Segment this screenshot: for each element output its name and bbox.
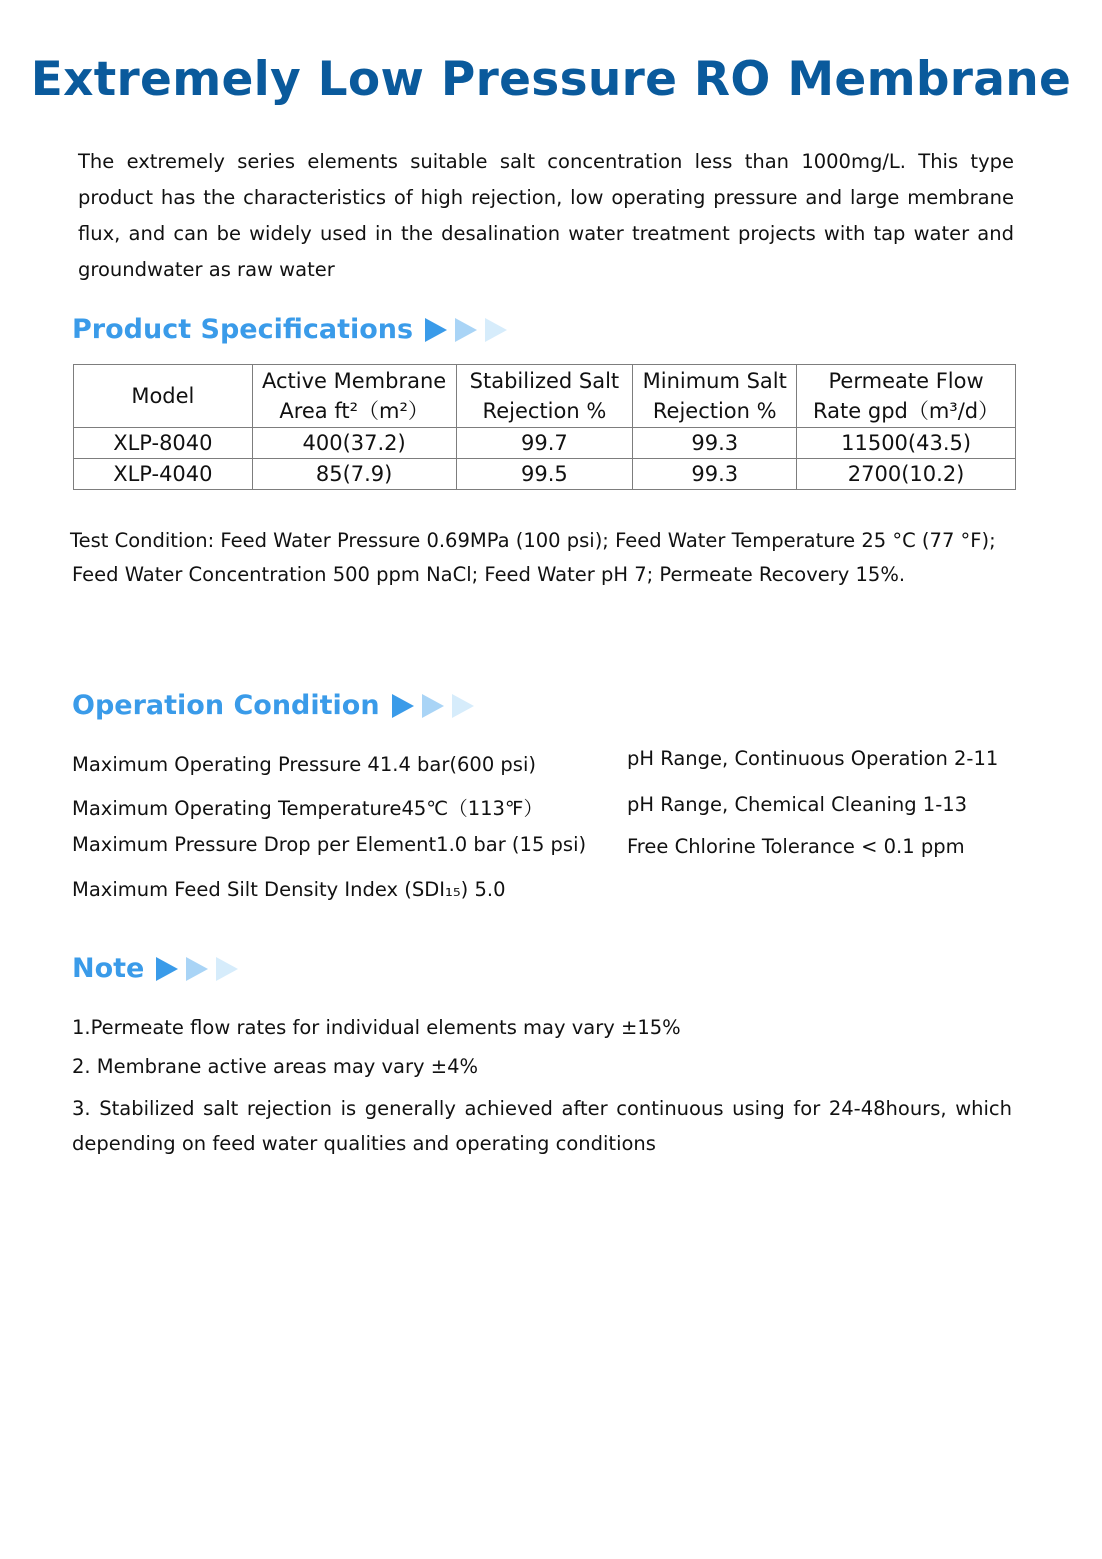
arrow-decoration — [425, 318, 513, 342]
page-title: Extremely Low Pressure RO Membrane — [30, 52, 1072, 107]
cell-minimum: 99.3 — [633, 428, 797, 459]
note-item: 2. Membrane active areas may vary ±4% — [72, 1055, 479, 1078]
header-model: Model — [74, 365, 253, 428]
header-stabilized-line2: Rejection % — [482, 399, 607, 423]
table-row — [74, 428, 1016, 459]
arrow-decoration — [156, 957, 244, 981]
op-max-sdi: Maximum Feed Silt Density Index (SDI₁₅) 5.0 — [72, 878, 506, 901]
intro-paragraph: The extremely series elements suitable salt concentration less than 1000mg/L. This type product has the characteristics of high rejection, low operating pressure and large membrane flux, and can be widely used in the desalination water treatment projects with tap water and groundwater as raw water — [78, 150, 1014, 281]
note-item: 3. Stabilized salt rejection is generally achieved after continuous using for 24-48hours, which depending on feed water qualities and operating conditions — [72, 1097, 1012, 1155]
spec-heading-text: Product Specifications — [72, 314, 414, 345]
header-area — [252, 365, 456, 428]
cell-stabilized: 99.5 — [456, 459, 633, 490]
arrow-right-icon — [422, 694, 444, 718]
arrow-decoration — [392, 694, 480, 718]
header-flow-line2: Rate gpd（m³/d） — [813, 399, 1000, 423]
cell-flow: 2700(10.2) — [797, 459, 1016, 490]
arrow-right-icon — [392, 694, 414, 718]
op-ph-continuous: pH Range, Continuous Operation 2-11 — [627, 747, 999, 770]
arrow-right-icon — [455, 318, 477, 342]
cell-stabilized: 99.7 — [456, 428, 633, 459]
op-max-temperature: Maximum Operating Temperature45℃（113℉） — [72, 797, 543, 820]
note-heading-text: Note — [72, 953, 145, 984]
arrow-right-icon — [425, 318, 447, 342]
header-minimum-line1: Minimum Salt — [642, 369, 787, 393]
header-area-line2: Area ft²（m²） — [279, 399, 429, 423]
operation-heading — [72, 690, 480, 721]
table-row — [74, 459, 1016, 490]
table-header-row — [74, 365, 1016, 428]
arrow-right-icon — [452, 694, 474, 718]
note-heading — [72, 953, 244, 984]
cell-area: 85(7.9) — [252, 459, 456, 490]
cell-flow: 11500(43.5) — [797, 428, 1016, 459]
operation-heading-text: Operation Condition — [72, 690, 380, 721]
spec-table — [73, 364, 1016, 490]
op-max-pressure: Maximum Operating Pressure 41.4 bar(600 psi) — [72, 753, 536, 776]
op-chlorine-tolerance: Free Chlorine Tolerance < 0.1 ppm — [627, 835, 965, 858]
cell-minimum: 99.3 — [633, 459, 797, 490]
note-item: 1.Permeate flow rates for individual elements may vary ±15% — [72, 1016, 681, 1039]
arrow-right-icon — [156, 957, 178, 981]
header-stabilized-line1: Stabilized Salt — [469, 369, 620, 393]
arrow-right-icon — [485, 318, 507, 342]
header-flow-line1: Permeate Flow — [828, 369, 984, 393]
test-condition-line1: Test Condition: Feed Water Pressure 0.69MPa (100 psi); Feed Water Temperature 25 °C (77 °F); — [70, 529, 996, 552]
op-max-pressure-drop: Maximum Pressure Drop per Element1.0 bar (15 psi) — [72, 833, 587, 856]
arrow-right-icon — [216, 957, 238, 981]
cell-model: XLP-4040 — [74, 459, 253, 490]
header-minimum-line2: Rejection % — [652, 399, 777, 423]
header-area-line1: Active Membrane — [262, 369, 447, 393]
header-minimum — [633, 365, 797, 428]
header-flow — [797, 365, 1016, 428]
header-stabilized — [456, 365, 633, 428]
op-ph-cleaning: pH Range, Chemical Cleaning 1-13 — [627, 793, 968, 816]
arrow-right-icon — [186, 957, 208, 981]
spec-heading — [72, 314, 513, 345]
test-condition-line2: Feed Water Concentration 500 ppm NaCl; Feed Water pH 7; Permeate Recovery 15%. — [72, 563, 906, 586]
cell-area: 400(37.2) — [252, 428, 456, 459]
cell-model: XLP-8040 — [74, 428, 253, 459]
